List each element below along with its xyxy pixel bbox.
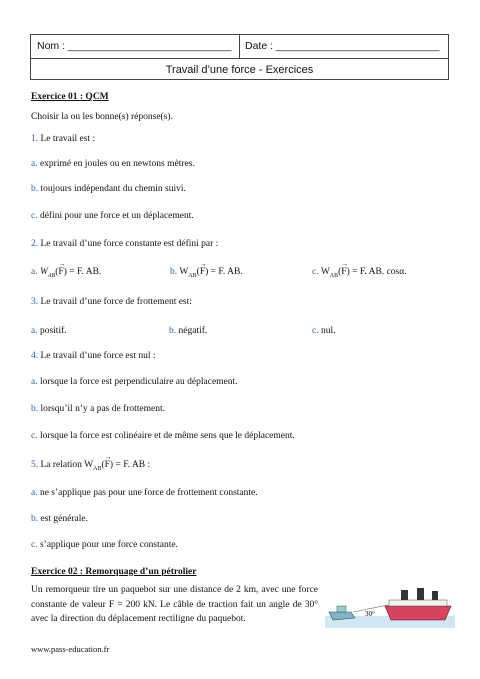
exercise-1-title: Exercice 01 : QCM xyxy=(31,92,109,102)
date-field[interactable]: Date : ____________________________ xyxy=(245,40,440,52)
q2-option-c[interactable]: c. $W_{AB}(\to F) = F$. AB. cosα. xyxy=(312,268,407,279)
exercise-2-text: Un remorqueur tire un paquebot sur une distance de 2 km, avec une force constante de valeur F = 200 kN. Le câble de traction fait un angle de 30° avec la direction du déplacement rectiligne du paquebot. xyxy=(31,585,318,624)
question-2: 2. Le travail d’une force constante est défini par : xyxy=(31,239,219,249)
q2-option-a[interactable]: a. $W_{AB}(\to F) = F$. AB. xyxy=(31,268,101,279)
q1-option-a[interactable]: a. exprimé en joules ou en newtons mètres. xyxy=(31,159,195,169)
question-3: 3. Le travail d’une force de frottement est: xyxy=(31,297,192,307)
ship-deck xyxy=(389,600,447,606)
q2-option-b[interactable]: b. $W_{AB}(\to F) = F$. AB. xyxy=(170,268,243,279)
q3-option-a[interactable]: a. positif. xyxy=(31,326,67,336)
ship-funnel-3 xyxy=(432,591,438,600)
exercise-2-title: Exercice 02 : Remorquage d’un pétrolier xyxy=(31,567,197,577)
ship-funnel-2 xyxy=(417,588,424,600)
ship-hull xyxy=(385,606,451,620)
q4-option-c[interactable]: c. lorsque la force est colinéaire et de même sens que le déplacement. xyxy=(31,431,295,441)
nom-field[interactable]: Nom : ____________________________ xyxy=(37,40,232,52)
header-box xyxy=(30,34,449,80)
ship-funnel-1 xyxy=(401,590,408,600)
q5-option-c[interactable]: c. s’applique pour une force constante. xyxy=(31,540,178,550)
question-1: 1. Le travail est : xyxy=(31,134,96,144)
tugboat-cabin xyxy=(337,606,346,612)
question-4: 4. Le travail d’une force est nul : xyxy=(31,351,156,361)
q1-option-c[interactable]: c. défini pour une force et un déplacement. xyxy=(31,211,194,221)
q3-option-b[interactable]: b. négatif. xyxy=(169,326,208,336)
q4-option-a[interactable]: a. lorsque la force est perpendiculaire au déplacement. xyxy=(31,377,238,387)
header-divider xyxy=(239,35,240,58)
footer-url[interactable]: www.pass-education.fr xyxy=(31,644,110,654)
q1-option-b[interactable]: b. toujours indépendant du chemin suivi. xyxy=(31,184,186,194)
q5-option-a[interactable]: a. ne s’applique pas pour une force de frottement constante. xyxy=(31,488,258,498)
instruction: Choisir la ou les bonne(s) réponse(s). xyxy=(31,112,173,122)
q5-option-b[interactable]: b. est générale. xyxy=(31,514,88,524)
page-title: Travail d’une force - Exercices xyxy=(165,64,314,76)
q4-option-b[interactable]: b. lorsqu’il n’y a pas de frottement. xyxy=(31,404,166,414)
question-5: 5. La relation $W_{AB}(\to F) = F$. AB : xyxy=(31,461,150,472)
angle-label: 30° xyxy=(365,610,375,618)
tugboat-ship-illustration xyxy=(325,582,455,628)
q3-option-c[interactable]: c. nul. xyxy=(312,326,336,336)
